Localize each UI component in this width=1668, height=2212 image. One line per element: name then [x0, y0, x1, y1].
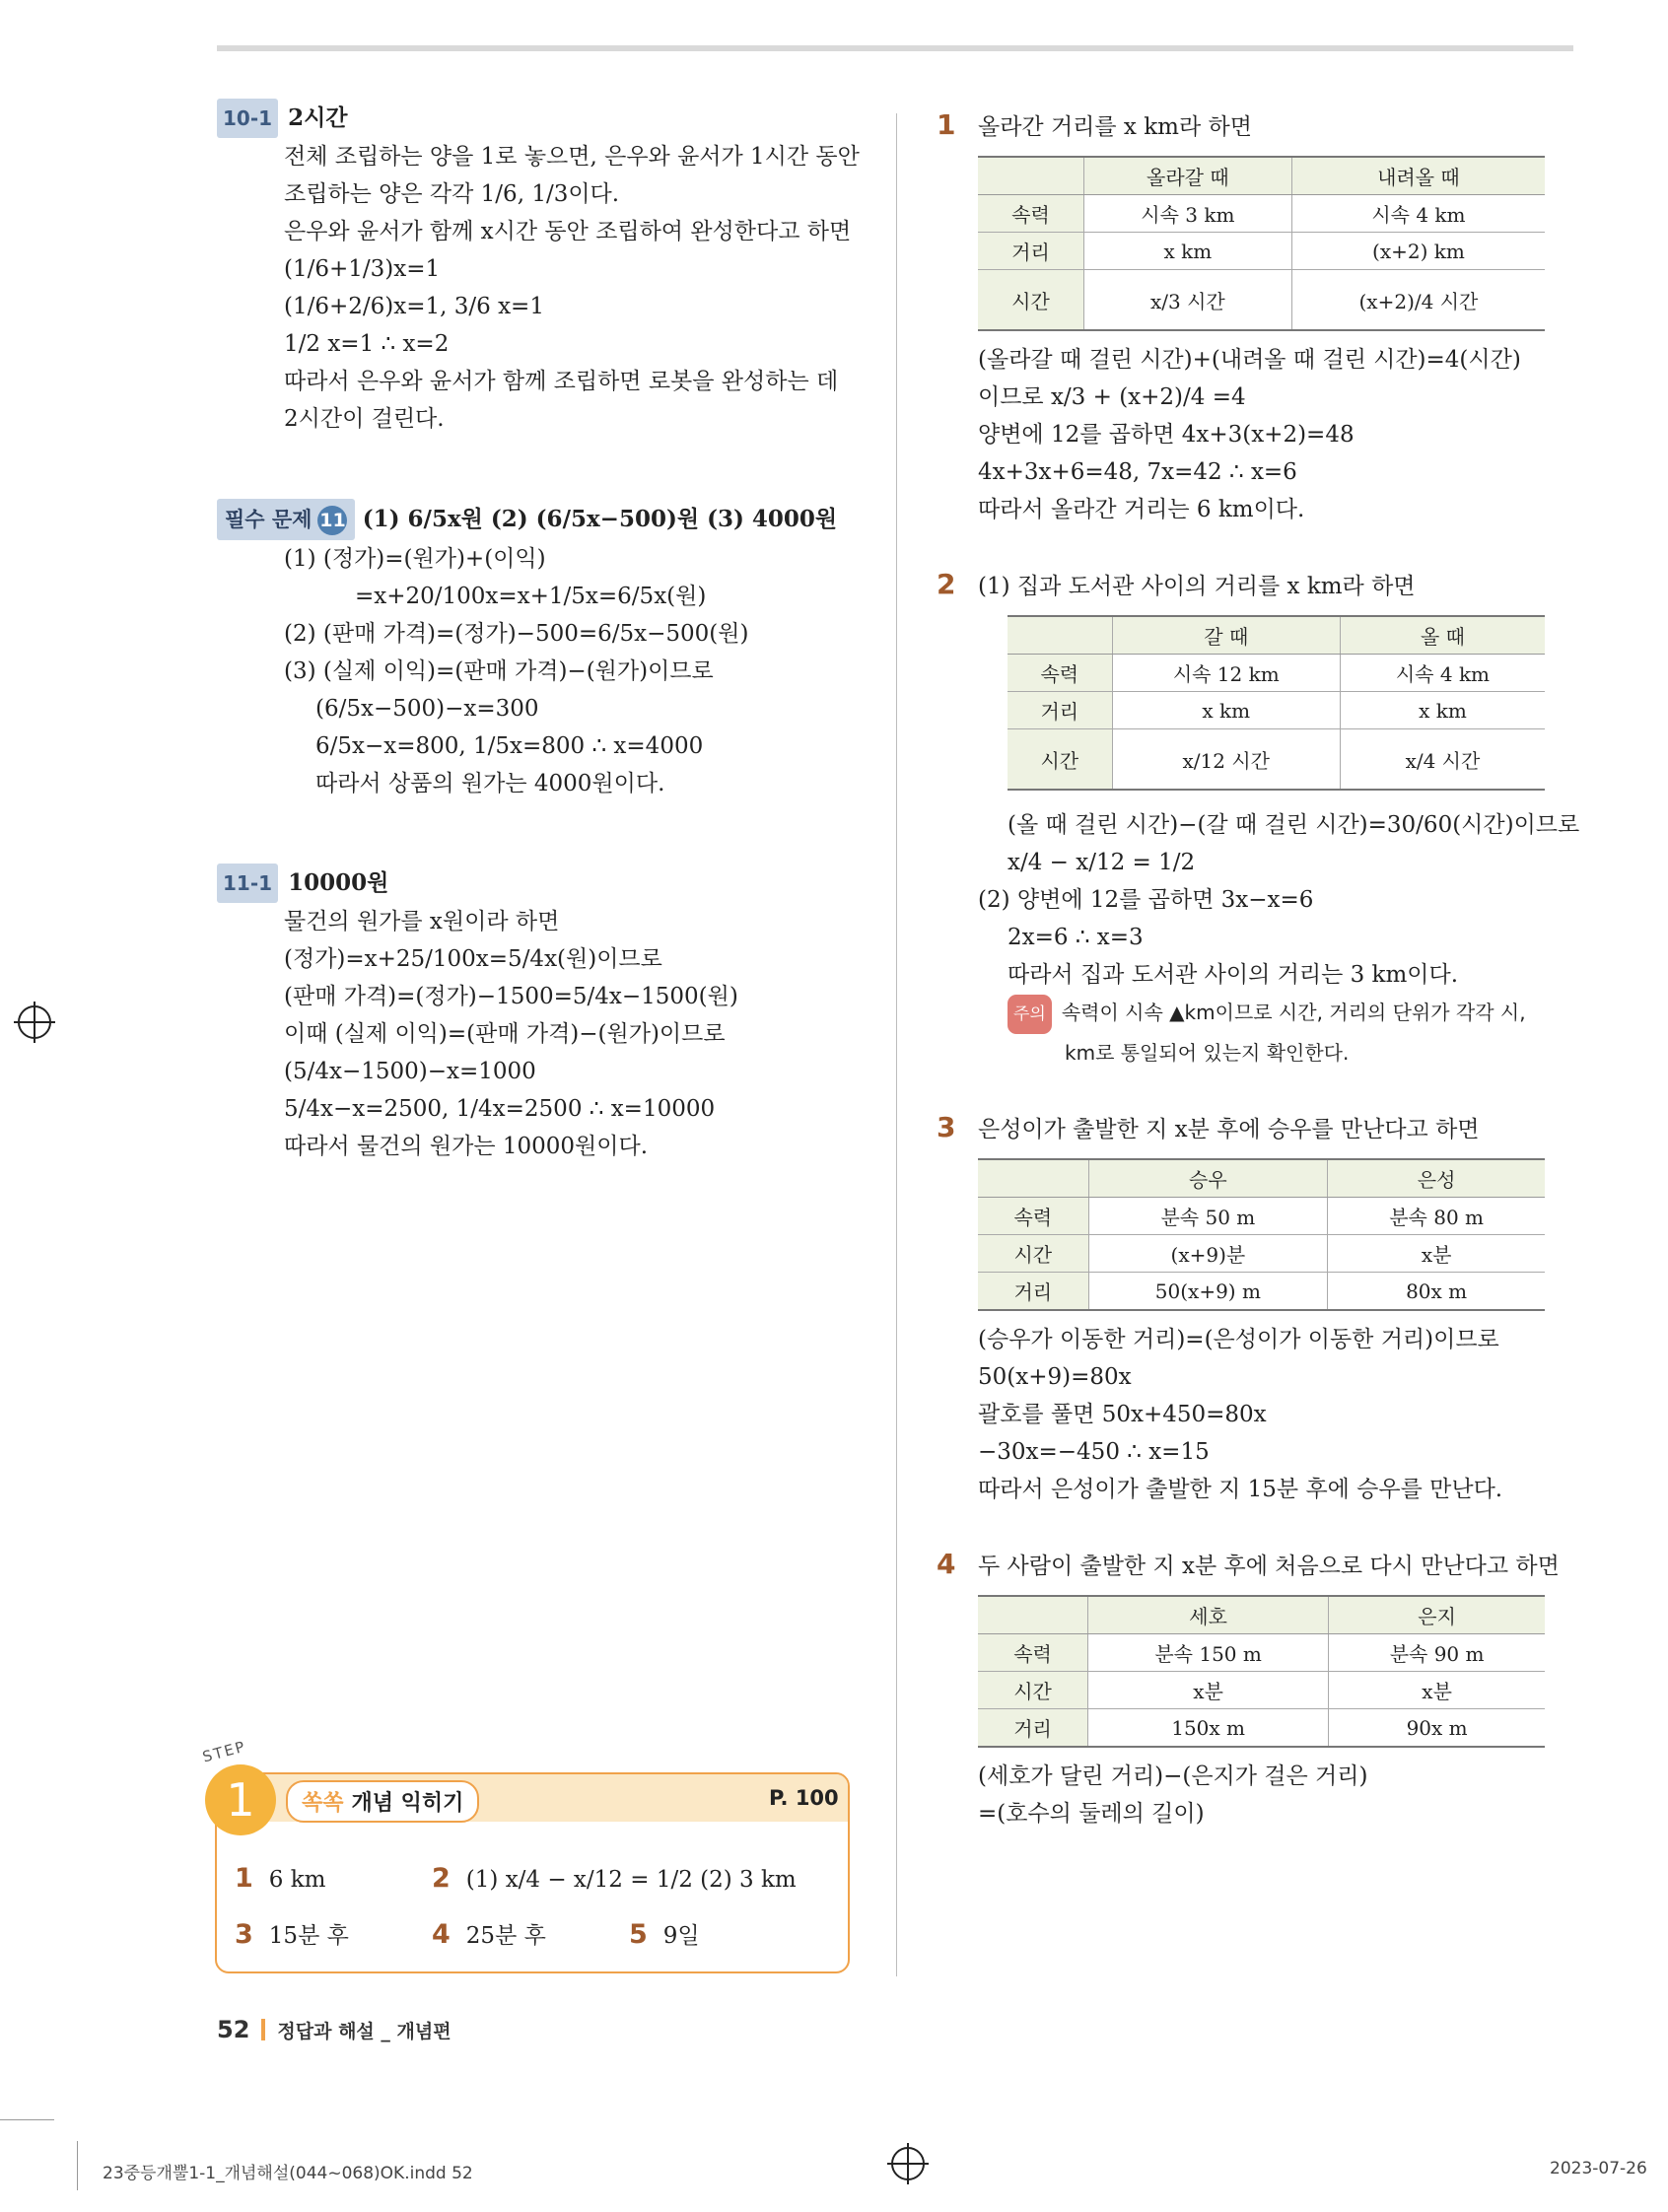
solution-line: (세호가 달린 거리)−(은지가 걸은 거리) — [978, 1763, 1368, 1789]
table-header: 올라갈 때 — [1083, 157, 1291, 195]
solution-line: (1/6+1/3)x=1 — [284, 256, 441, 282]
table-cell: x분 — [1088, 1672, 1329, 1709]
solution-line: 따라서 올라간 거리는 6 km이다. — [978, 497, 1305, 522]
table-cell: (x+9)분 — [1088, 1235, 1328, 1273]
solution-line: 1/2 x=1 ∴ x=2 — [284, 331, 450, 357]
step-title-text: 개념 익히기 — [351, 1791, 464, 1816]
problem-answer: (1) 6/5x원 (2) (6/5x−500)원 (3) 4000원 — [362, 506, 838, 532]
row-header: 거리 — [978, 233, 1083, 270]
table-cell: 시속 3 km — [1083, 195, 1291, 233]
step-title — [286, 1780, 479, 1823]
table-cell: 90x m — [1329, 1709, 1545, 1748]
table-header: 내려올 때 — [1291, 157, 1545, 195]
question-2 — [937, 568, 1580, 1071]
footer-label: 정답과 해설 _ 개념편 — [277, 2021, 452, 2042]
question-1 — [937, 108, 1567, 528]
step-answer-3 — [235, 1917, 349, 1950]
problem-answer: 2시간 — [288, 104, 348, 131]
table-header — [1008, 616, 1112, 655]
row-header: 시간 — [978, 1672, 1088, 1709]
step-title-prefix: 쏙쏙 — [302, 1791, 344, 1816]
answer-number: 3 — [235, 1919, 253, 1950]
step-page-ref: P. 100 — [769, 1786, 839, 1810]
problem-10-1 — [217, 99, 858, 438]
row-header: 속력 — [978, 1634, 1088, 1672]
table-cell: x/4 시간 — [1340, 729, 1545, 791]
question-intro: (1) 집과 도서관 사이의 거리를 x km라 하면 — [978, 574, 1416, 599]
pilsu-number: 11 — [317, 506, 347, 535]
table-cell: 80x m — [1328, 1273, 1545, 1311]
question-intro: 올라간 거리를 x km라 하면 — [978, 114, 1252, 140]
problem-answer: 10000원 — [288, 869, 389, 896]
table-header: 갈 때 — [1112, 616, 1340, 655]
solution-line: (승우가 이동한 거리)=(은성이가 이동한 거리)이므로 — [978, 1327, 1499, 1352]
caution-text: 속력이 시속 ▲km이므로 시간, 거리의 단위가 각각 시, — [1061, 1001, 1526, 1024]
answer-number: 2 — [432, 1863, 451, 1894]
solution-line: 조립하는 양은 각각 1/6, 1/3이다. — [284, 181, 620, 207]
row-header: 속력 — [1008, 655, 1112, 692]
question-3 — [937, 1111, 1567, 1508]
question-intro: 두 사람이 출발한 지 x분 후에 처음으로 다시 만난다고 하면 — [978, 1554, 1560, 1579]
row-header: 거리 — [1008, 692, 1112, 729]
table-cell: 분속 150 m — [1088, 1634, 1329, 1672]
footer-divider — [261, 2019, 265, 2040]
caution-note — [937, 994, 1567, 1034]
row-header: 시간 — [1008, 729, 1112, 791]
table-cell: 분속 90 m — [1329, 1634, 1545, 1672]
speed-table — [978, 1595, 1545, 1748]
solution-line: (올 때 걸린 시간)−(갈 때 걸린 시간)=30/60(시간)이므로 — [1008, 812, 1580, 838]
pilsu-label: 필수 문제 — [225, 508, 313, 531]
registration-mark-icon — [891, 2147, 925, 2180]
top-rule — [217, 45, 1573, 51]
table-header: 올 때 — [1340, 616, 1545, 655]
answer-number: 4 — [432, 1919, 451, 1950]
solution-line: (6/5x−500)−x=300 — [315, 696, 539, 722]
solution-line: 따라서 물건의 원가는 10000원이다. — [284, 1134, 649, 1159]
table-header: 승우 — [1088, 1159, 1328, 1198]
table-cell: 50(x+9) m — [1088, 1273, 1328, 1311]
step-answer-2 — [432, 1863, 797, 1894]
answer-value: 25분 후 — [465, 1923, 546, 1949]
step-number: 1 — [205, 1764, 276, 1835]
problem-11-1 — [217, 864, 858, 1165]
page-footer — [217, 2016, 452, 2043]
crop-mark — [77, 2141, 78, 2190]
table-cell: (x+2)/4 시간 — [1291, 270, 1545, 331]
speed-table — [1008, 615, 1545, 791]
page-number: 52 — [217, 2016, 250, 2043]
answer-value: (1) x/4 − x/12 = 1/2 (2) 3 km — [465, 1867, 797, 1893]
row-header: 속력 — [978, 195, 1083, 233]
answer-number: 5 — [629, 1919, 648, 1950]
problem-tag: 10-1 — [217, 99, 278, 138]
row-header: 거리 — [978, 1709, 1088, 1748]
table-header — [978, 1159, 1088, 1198]
solution-line: 4x+3x+6=48, 7x=42 ∴ x=6 — [978, 459, 1297, 485]
table-header — [978, 1596, 1088, 1634]
question-intro: 은성이가 출발한 지 x분 후에 승우를 만난다고 하면 — [978, 1117, 1480, 1142]
table-cell: x/3 시간 — [1083, 270, 1291, 331]
row-header: 속력 — [978, 1198, 1088, 1235]
speed-table — [978, 1158, 1545, 1311]
solution-line: 따라서 은우와 윤서가 함께 조립하면 로봇을 완성하는 데 — [284, 369, 839, 394]
pilsu-badge — [217, 499, 355, 540]
solution-line: 5/4x−x=2500, 1/4x=2500 ∴ x=10000 — [284, 1096, 716, 1122]
table-header: 은성 — [1328, 1159, 1545, 1198]
solution-line: (5/4x−1500)−x=1000 — [284, 1059, 536, 1084]
left-column — [217, 99, 858, 1165]
speed-table — [978, 156, 1545, 331]
problem-pilsu-11 — [217, 499, 858, 802]
table-header: 은지 — [1329, 1596, 1545, 1634]
column-divider — [896, 113, 897, 1976]
table-header: 세호 — [1088, 1596, 1329, 1634]
solution-line: (올라갈 때 걸린 시간)+(내려올 때 걸린 시간)=4(시간) — [978, 347, 1521, 373]
table-cell: 150x m — [1088, 1709, 1329, 1748]
question-number: 3 — [937, 1111, 956, 1143]
crop-mark — [0, 2119, 54, 2120]
caution-text: km로 통일되어 있는지 확인한다. — [1065, 1041, 1350, 1065]
solution-line: 양변에 12를 곱하면 4x+3(x+2)=48 — [978, 422, 1355, 448]
table-cell: (x+2) km — [1291, 233, 1545, 270]
row-header: 시간 — [978, 1235, 1088, 1273]
solution-line: 따라서 상품의 원가는 4000원이다. — [315, 771, 665, 796]
row-header: 시간 — [978, 270, 1083, 331]
right-column — [937, 108, 1580, 1832]
answer-value: 9일 — [662, 1923, 700, 1949]
solution-line: x/4 − x/12 = 1/2 — [1008, 850, 1196, 875]
print-file-name: 23중등개뿔1-1_개념해설(044~068)OK.indd 52 — [103, 2164, 473, 2183]
step-answer-5 — [629, 1917, 700, 1950]
problem-tag: 11-1 — [217, 864, 278, 903]
solution-line: 50(x+9)=80x — [978, 1364, 1132, 1390]
question-number: 4 — [937, 1548, 956, 1580]
solution-line: 전체 조립하는 양을 1로 놓으면, 은우와 윤서가 1시간 동안 — [284, 144, 860, 170]
solution-line: (2) (판매 가격)=(정가)−500=6/5x−500(원) — [284, 621, 749, 647]
solution-line: −30x=−450 ∴ x=15 — [978, 1439, 1210, 1465]
solution-line: =x+20/100x=x+1/5x=6/5x(원) — [355, 584, 707, 609]
row-header: 거리 — [978, 1273, 1088, 1311]
table-cell: x분 — [1329, 1672, 1545, 1709]
registration-mark-icon — [18, 1005, 51, 1039]
table-cell: x/12 시간 — [1112, 729, 1340, 791]
question-number: 2 — [937, 568, 956, 600]
solution-line: 이때 (실제 이익)=(판매 가격)−(원가)이므로 — [284, 1021, 726, 1047]
solution-line: =(호수의 둘레의 길이) — [978, 1801, 1205, 1827]
step-label: STEP — [200, 1737, 248, 1766]
question-number: 1 — [937, 108, 956, 141]
print-date: 2023-07-26 — [1550, 2159, 1647, 2178]
solution-line: (정가)=x+25/100x=5/4x(원)이므로 — [284, 946, 662, 972]
step-answer-4 — [432, 1917, 546, 1950]
table-cell: x km — [1340, 692, 1545, 729]
solution-line: 괄호를 풀면 50x+450=80x — [978, 1402, 1267, 1427]
answer-value: 15분 후 — [268, 1923, 349, 1949]
solution-line: 이므로 x/3 + (x+2)/4 =4 — [978, 384, 1246, 410]
solution-line: (2) 양변에 12를 곱하면 3x−x=6 — [978, 887, 1314, 913]
solution-line: (1) (정가)=(원가)+(이익) — [284, 546, 546, 572]
table-cell: x분 — [1328, 1235, 1545, 1273]
answer-value: 6 km — [268, 1867, 326, 1893]
table-cell: 분속 80 m — [1328, 1198, 1545, 1235]
solution-line: 은우와 윤서가 함께 x시간 동안 조립하여 완성한다고 하면 — [284, 219, 852, 244]
solution-line: (판매 가격)=(정가)−1500=5/4x−1500(원) — [284, 984, 738, 1009]
caution-tag: 주의 — [1008, 995, 1052, 1034]
solution-line: 따라서 은성이가 출발한 지 15분 후에 승우를 만난다. — [978, 1477, 1503, 1502]
solution-line: (3) (실제 이익)=(판매 가격)−(원가)이므로 — [284, 658, 714, 684]
solution-line: 2시간이 걸린다. — [284, 406, 445, 432]
solution-line: 6/5x−x=800, 1/5x=800 ∴ x=4000 — [315, 733, 704, 759]
table-cell: 시속 4 km — [1291, 195, 1545, 233]
solution-line: 물건의 원가를 x원이라 하면 — [284, 909, 560, 934]
solution-line: 2x=6 ∴ x=3 — [1008, 925, 1144, 950]
solution-line: 따라서 집과 도서관 사이의 거리는 3 km이다. — [1008, 962, 1459, 988]
step-answer-1 — [235, 1863, 326, 1894]
solution-line: (1/6+2/6)x=1, 3/6 x=1 — [284, 294, 544, 319]
table-header — [978, 157, 1083, 195]
table-cell: x km — [1112, 692, 1340, 729]
table-cell: 시속 12 km — [1112, 655, 1340, 692]
table-cell: 시속 4 km — [1340, 655, 1545, 692]
table-cell: 분속 50 m — [1088, 1198, 1328, 1235]
table-cell: x km — [1083, 233, 1291, 270]
question-4 — [937, 1548, 1567, 1832]
answer-number: 1 — [235, 1863, 253, 1894]
